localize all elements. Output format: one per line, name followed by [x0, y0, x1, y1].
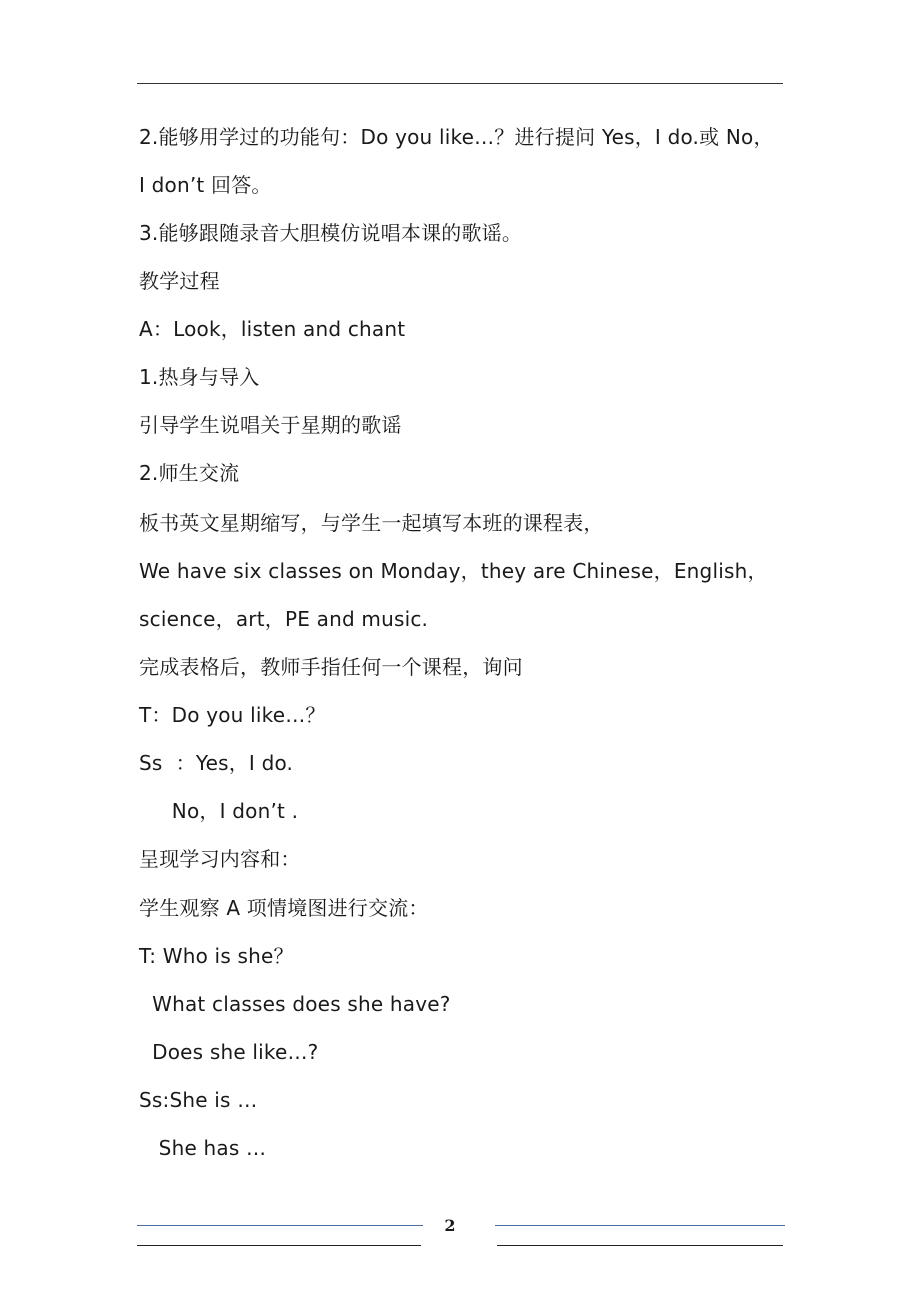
footer-rule-right-top — [495, 1225, 785, 1226]
header-rule — [137, 83, 783, 84]
text-line-15: No，I don’t . — [139, 799, 299, 823]
text-line-18: T: Who is she？ — [139, 944, 294, 968]
text-line-5: A：Look，listen and chant — [139, 317, 406, 341]
text-line-14: Ss ：Yes，I do. — [139, 751, 294, 775]
text-line-2: I don’t 回答。 — [139, 173, 272, 197]
text-line-11: science，art，PE and music. — [139, 607, 429, 631]
text-line-10: We have six classes on Monday，they are Chinese，English， — [139, 559, 768, 583]
text-line-7: 引导学生说唱关于星期的歌谣 — [139, 413, 402, 437]
text-line-3: 3.能够跟随录音大胆模仿说唱本课的歌谣。 — [139, 221, 523, 245]
footer-rule-right-bottom — [497, 1245, 783, 1246]
text-line-22: She has … — [139, 1136, 267, 1160]
text-line-21: Ss:She is … — [139, 1088, 258, 1112]
page-footer — [0, 1212, 920, 1262]
text-line-8: 2.师生交流 — [139, 461, 240, 485]
footer-rule-left-bottom — [137, 1245, 421, 1246]
text-line-20: Does she like…? — [139, 1040, 319, 1064]
text-line-6: 1.热身与导入 — [139, 365, 260, 389]
section-heading: 教学过程 — [139, 269, 220, 293]
text-line-13: T：Do you like…？ — [139, 703, 326, 727]
text-line-19: What classes does she have? — [139, 992, 451, 1016]
text-line-16: 呈现学习内容和： — [139, 847, 301, 871]
text-line-12: 完成表格后，教师手指任何一个课程，询问 — [139, 655, 523, 679]
text-line-1: 2.能够用学过的功能句：Do you like…？进行提问 Yes，I do.或 No， — [139, 125, 774, 149]
page-number: 2 — [444, 1216, 456, 1235]
text-line-9: 板书英文星期缩写，与学生一起填写本班的课程表， — [139, 511, 604, 535]
text-line-17: 学生观察 A 项情境图进行交流： — [139, 896, 429, 920]
footer-rule-left-top — [137, 1225, 423, 1226]
